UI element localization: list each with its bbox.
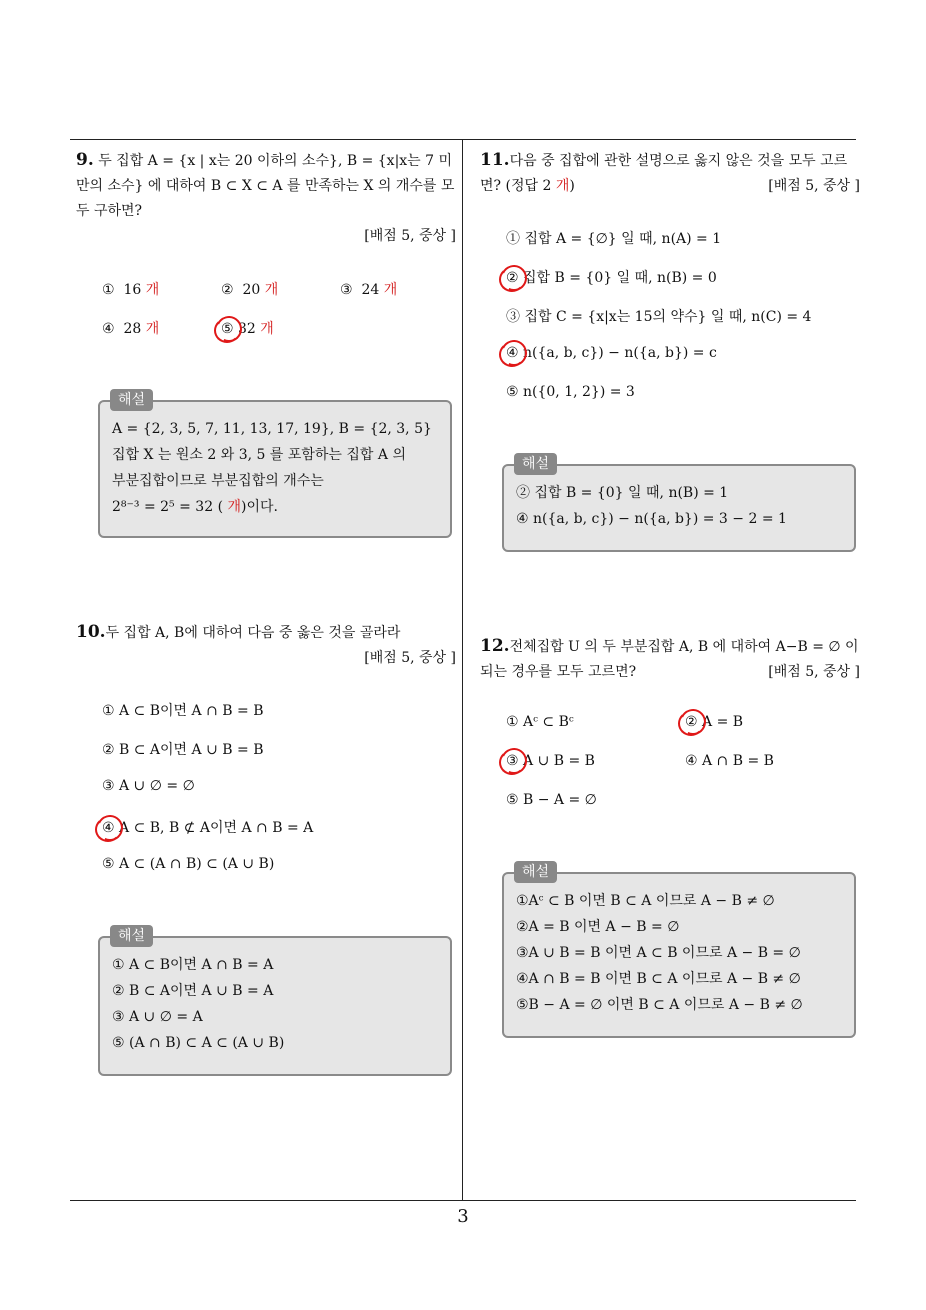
question-text: 다음 중 집합에 관한 설명으로 옳지 않은 것을 모두 고르면? (정답 2	[480, 153, 848, 194]
choice-4[interactable]: ④ A ∩ B = B	[685, 753, 774, 769]
explanation-box-9: 해설 A = {2, 3, 5, 7, 11, 13, 17, 19}, B = {2, 3, 5} 집합 X 는 원소 2 와 3, 5 를 포함하는 집합 A 의 부분집합이므로 부분집합의 개수는 2⁸⁻³ = 2⁵ = 32 ( 개)이다.	[98, 400, 452, 538]
red-circle-mark: ④	[102, 820, 115, 836]
choice-4-marked[interactable]: ④ n({a, b, c}) − n({a, b}) = c	[506, 345, 717, 361]
page-number: 3	[457, 1206, 469, 1227]
choice-3[interactable]: ③ 집합 C = {x|x는 15의 약수} 일 때, n(C) = 4	[506, 309, 812, 325]
choice-3[interactable]: ③ A ∪ ∅ = ∅	[102, 778, 195, 794]
question-meta: [배점 5, 중상 ]	[364, 650, 456, 666]
question-9	[76, 148, 456, 249]
top-rule	[70, 139, 856, 140]
red-circle-mark: ②	[685, 714, 698, 730]
column-divider	[462, 139, 463, 1201]
question-number: 10.	[76, 622, 106, 642]
choice-1[interactable]: ① 집합 A = {∅} 일 때, n(A) = 1	[506, 231, 722, 247]
choice-5[interactable]: ⑤ n({0, 1, 2}) = 3	[506, 384, 635, 400]
question-text: 두 집합 A = {x | x는 20 이하의 소수}, B = {x|x는 7 미만의 소수} 에 대하여 B ⊂ X ⊂ A 를 만족하는 X 의 개수를 모두 구하면?	[76, 153, 455, 219]
question-number: 9.	[76, 150, 94, 170]
choice-2[interactable]: ② 20 개	[221, 282, 279, 298]
explanation-tag: 해설	[110, 389, 153, 411]
explanation-box-11: 해설 ② 집합 B = {0} 일 때, n(B) = 1 ④ n({a, b, c}) − n({a, b}) = 3 − 2 = 1	[502, 464, 856, 552]
explanation-tag: 해설	[110, 925, 153, 947]
question-text: 두 집합 A, B에 대하여 다음 중 옳은 것을 골라라	[105, 625, 401, 641]
question-meta: [배점 5, 중상 ]	[768, 178, 860, 194]
choice-1[interactable]: ① 16 개	[102, 282, 160, 298]
choice-3[interactable]: ③ 24 개	[340, 282, 398, 298]
question-12	[480, 634, 860, 685]
choice-2-marked[interactable]: ② A = B	[685, 714, 744, 730]
red-circle-mark: ④	[506, 345, 519, 361]
question-number: 11.	[480, 150, 510, 170]
bottom-rule	[70, 1200, 856, 1201]
choice-3-marked[interactable]: ③ A ∪ B = B	[506, 753, 595, 769]
question-number: 12.	[480, 636, 510, 656]
choice-2-marked[interactable]: ② 집합 B = {0} 일 때, n(B) = 0	[506, 270, 717, 286]
question-10	[76, 620, 456, 671]
choice-4[interactable]: ④ 28 개	[102, 321, 160, 337]
question-text: 전체집합 U 의 두 부분집합 A, B 에 대하여 A−B = ∅ 이 되는 경우를 모두 고르면?	[480, 639, 859, 680]
choice-5[interactable]: ⑤ A ⊂ (A ∩ B) ⊂ (A ∪ B)	[102, 856, 275, 872]
explanation-box-10: 해설 ① A ⊂ B이면 A ∩ B = A ② B ⊂ A이면 A ∪ B = A ③ A ∪ ∅ = A ⑤ (A ∩ B) ⊂ A ⊂ (A ∪ B)	[98, 936, 452, 1076]
choice-1[interactable]: ① Aᶜ ⊂ Bᶜ	[506, 714, 574, 730]
question-meta: [배점 5, 중상 ]	[364, 228, 456, 244]
choice-1[interactable]: ① A ⊂ B이면 A ∩ B = B	[102, 703, 264, 719]
red-circle-mark: ③	[506, 753, 519, 769]
explanation-box-12: 해설 ①Aᶜ ⊂ B 이면 B ⊂ A 이므로 A − B ≠ ∅ ②A = B 이면 A − B = ∅ ③A ∪ B = B 이면 A ⊂ B 이므로 A − B = ∅ ④A ∩ B = B 이면 B ⊂ A 이므로 A − B ≠ ∅ ⑤B − A = ∅ 이면 B ⊂ A 이므로 A − B ≠ ∅	[502, 872, 856, 1038]
choice-5-marked[interactable]: ⑤ 32 개	[221, 321, 274, 337]
question-11: 11.다음 중 집합에 관한 설명으로 옳지 않은 것을 모두 고르면? (정답 2 개) [배점 5, 중상 ]	[480, 148, 860, 199]
red-circle-mark: ②	[506, 270, 519, 286]
question-meta: [배점 5, 중상 ]	[768, 664, 860, 680]
red-circle-mark: ⑤	[221, 321, 234, 337]
choice-2[interactable]: ② B ⊂ A이면 A ∪ B = B	[102, 742, 264, 758]
choice-4-marked[interactable]: ④ A ⊂ B, B ⊄ A이면 A ∩ B = A	[102, 820, 314, 836]
explanation-tag: 해설	[514, 861, 557, 883]
choice-5[interactable]: ⑤ B − A = ∅	[506, 792, 597, 808]
explanation-tag: 해설	[514, 453, 557, 475]
